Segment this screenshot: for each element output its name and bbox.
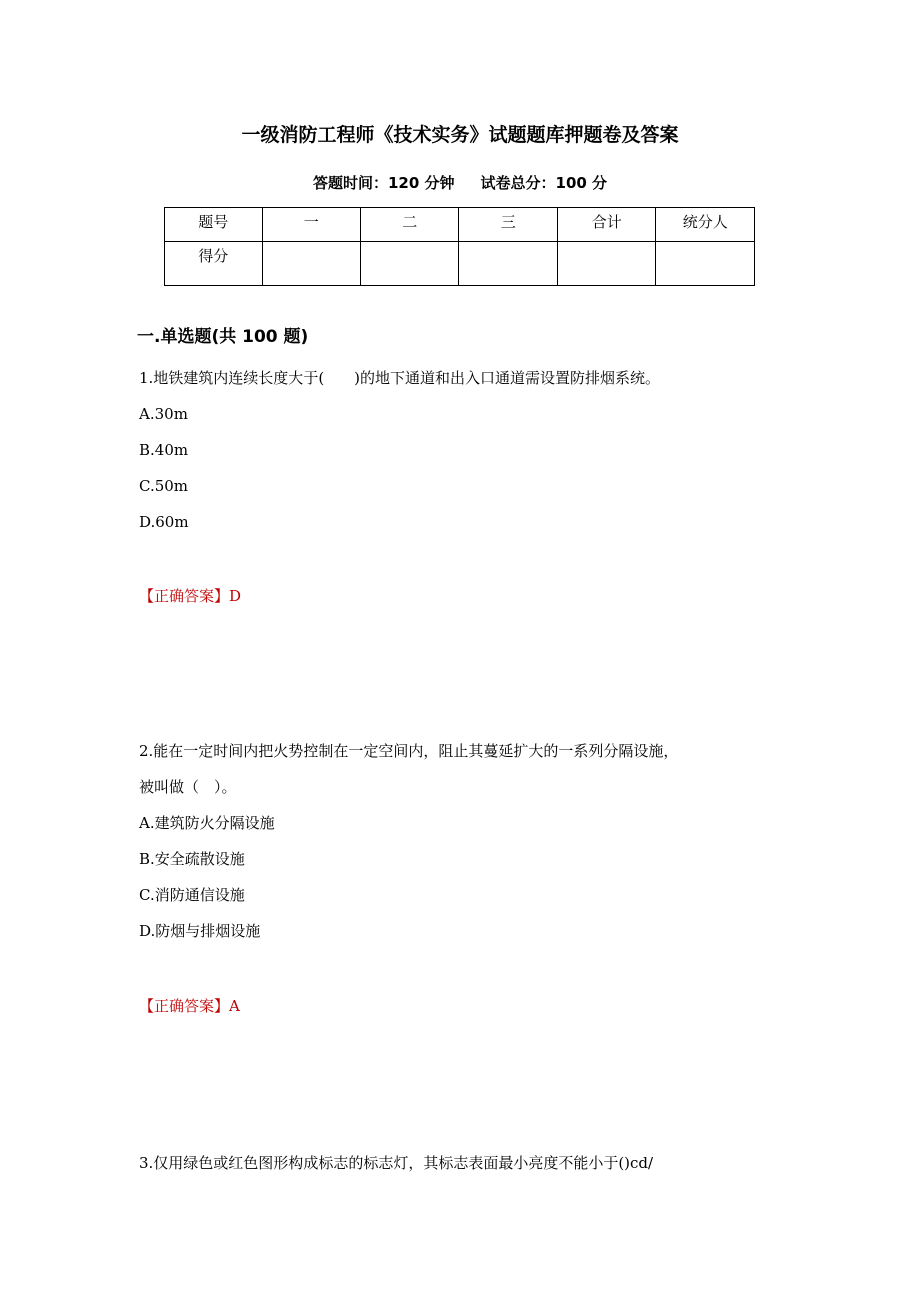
question-1 <box>139 360 789 540</box>
option-c: C.50m <box>139 477 189 495</box>
answer-value: A <box>229 997 240 1015</box>
header-cell: 一 <box>262 208 360 242</box>
question-2 <box>139 733 789 949</box>
option-d: D.防烟与排烟设施 <box>139 922 261 940</box>
section-title: 一.单选题(共 100 题) <box>137 327 309 347</box>
question-stem: 3.仅用绿色或红色图形构成标志的标志灯，其标志表面最小亮度不能小于()cd/ <box>139 1154 654 1172</box>
exam-info <box>0 172 920 193</box>
option-d: D.60m <box>139 513 189 531</box>
answer-value: D <box>229 587 242 605</box>
option-b: B.安全疏散设施 <box>139 850 245 868</box>
score-table-header-row <box>165 208 755 242</box>
header-cell: 统分人 <box>656 208 755 242</box>
question-stem: 1.地铁建筑内连续长度大于( )的地下通道和出入口通道需设置防排烟系统。 <box>139 369 661 387</box>
option-a: A.建筑防火分隔设施 <box>139 814 275 832</box>
option-c: C.消防通信设施 <box>139 886 245 904</box>
header-cell: 二 <box>360 208 458 242</box>
score-cell <box>262 242 360 286</box>
document-title: 一级消防工程师《技术实务》试题题库押题卷及答案 <box>241 124 679 146</box>
option-a: A.30m <box>139 405 188 423</box>
answer-prefix: 【正确答案】 <box>139 997 230 1015</box>
score-table-score-row <box>165 242 755 286</box>
answer-1 <box>139 585 241 606</box>
score-cell <box>459 242 557 286</box>
exam-total-score: 试卷总分：100 分 <box>480 174 608 192</box>
question-stem-line-1: 2.能在一定时间内把火势控制在一定空间内，阻止其蔓延扩大的一系列分隔设施， <box>139 742 679 760</box>
header-cell: 合计 <box>557 208 655 242</box>
option-b: B.40m <box>139 441 189 459</box>
score-cell <box>557 242 655 286</box>
score-cell <box>360 242 458 286</box>
answer-2 <box>139 995 240 1016</box>
score-table <box>164 207 755 286</box>
score-row-label: 得分 <box>165 242 263 286</box>
exam-time: 答题时间：120 分钟 <box>312 174 455 192</box>
header-cell: 三 <box>459 208 557 242</box>
score-cell <box>656 242 755 286</box>
question-3 <box>139 1145 789 1181</box>
question-stem-line-2: 被叫做（ ）。 <box>139 778 237 796</box>
header-cell: 题号 <box>165 208 263 242</box>
answer-prefix: 【正确答案】 <box>139 587 230 605</box>
